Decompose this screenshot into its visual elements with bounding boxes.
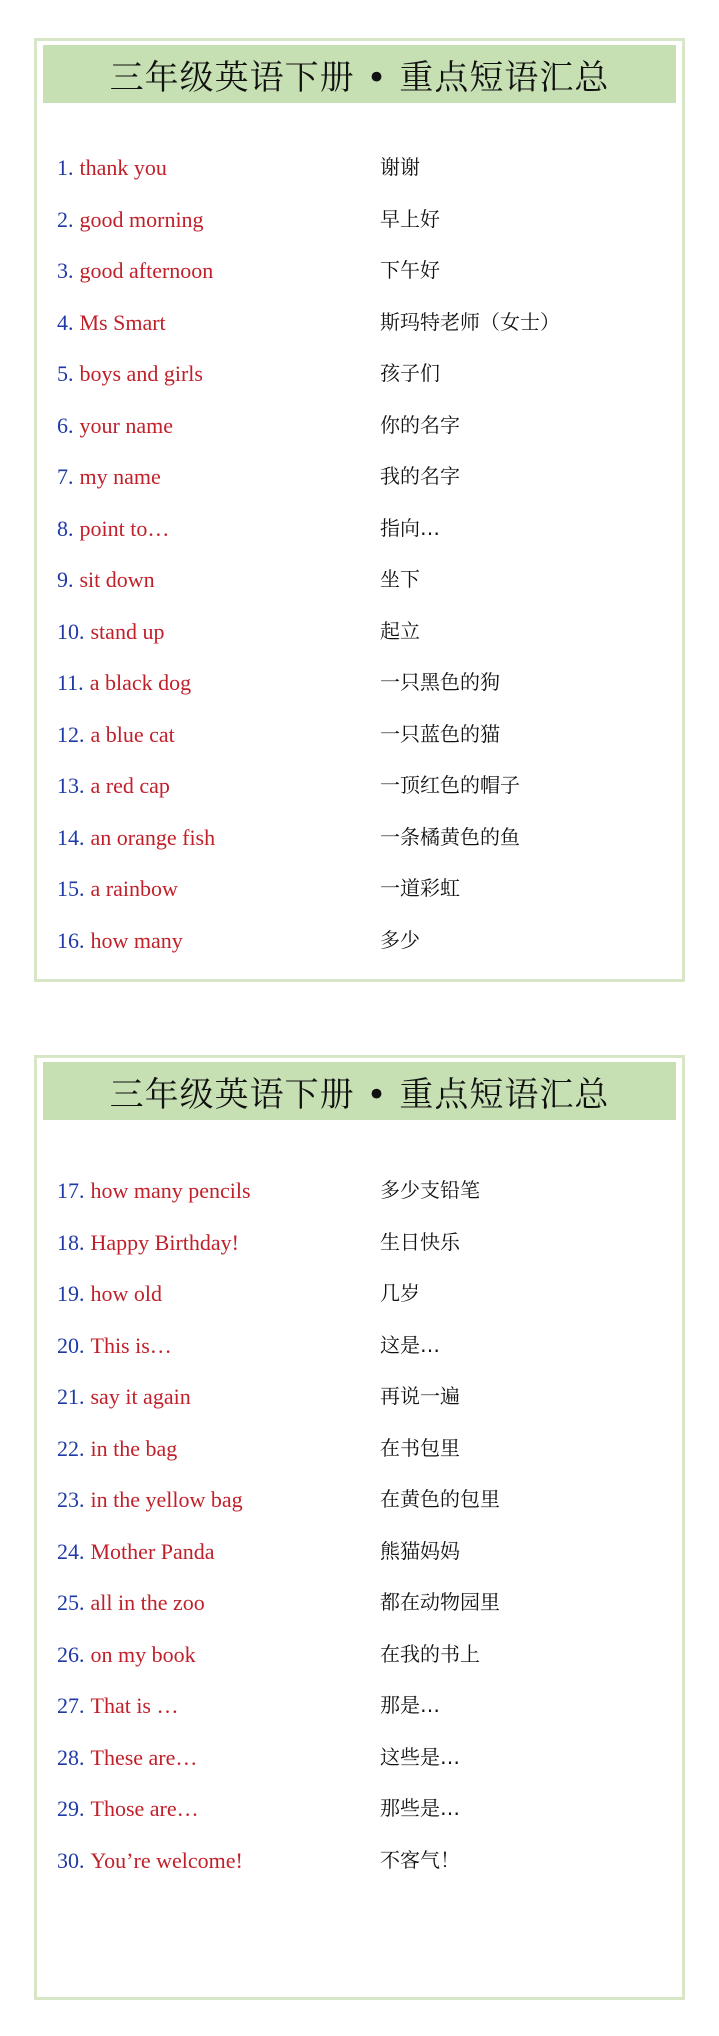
phrase-chinese: 一道彩虹 (380, 876, 460, 900)
phrase-number: 29. (57, 1796, 85, 1821)
phrase-english: good morning (79, 206, 204, 232)
phrase-row (57, 760, 672, 812)
phrase-number: 8. (57, 515, 74, 541)
phrase-chinese: 起立 (380, 618, 420, 643)
phrase-english: Those are… (90, 1796, 199, 1821)
phrase-english: a rainbow (90, 876, 178, 901)
phrase-chinese: 指向… (380, 515, 440, 540)
phrase-row (57, 863, 672, 915)
phrase-number: 19. (57, 1281, 85, 1306)
phrase-number: 4. (57, 309, 74, 335)
phrase-row (57, 1217, 672, 1269)
phrase-number: 25. (57, 1590, 85, 1615)
phrase-chinese: 生日快乐 (380, 1229, 460, 1254)
phrase-row (57, 400, 672, 452)
phrase-number: 12. (57, 721, 85, 747)
phrase-english: This is… (90, 1332, 172, 1358)
phrase-chinese: 熊猫妈妈 (380, 1538, 460, 1563)
phrase-row (57, 1783, 672, 1835)
phrase-number: 26. (57, 1641, 85, 1667)
phrase-number: 15. (57, 876, 85, 901)
phrase-number: 21. (57, 1384, 85, 1409)
phrase-english: in the bag (90, 1435, 178, 1461)
phrase-english: a blue cat (90, 721, 175, 747)
phrase-row (57, 1732, 672, 1784)
phrase-english: Mother Panda (90, 1538, 215, 1564)
phrase-english: on my book (90, 1641, 196, 1667)
phrase-row (57, 348, 672, 400)
phrase-english: thank you (79, 155, 167, 180)
phrase-page-1 (34, 38, 685, 982)
phrase-english: You’re welcome! (90, 1847, 243, 1873)
phrase-row (57, 1268, 672, 1320)
page-title: 三年级英语下册 • 重点短语汇总 (43, 1062, 676, 1120)
phrase-english: These are… (90, 1744, 198, 1770)
phrase-english: how many pencils (90, 1178, 251, 1203)
phrase-number: 18. (57, 1229, 85, 1255)
phrase-chinese: 下午好 (380, 258, 440, 282)
phrase-number: 1. (57, 155, 74, 180)
phrase-number: 22. (57, 1435, 85, 1461)
phrase-row (57, 194, 672, 246)
phrase-number: 7. (57, 464, 74, 489)
phrase-row (57, 297, 672, 349)
phrase-row (57, 657, 672, 709)
phrase-chinese: 那些是… (380, 1796, 460, 1820)
phrase-number: 28. (57, 1744, 85, 1770)
phrase-english: good afternoon (79, 258, 214, 283)
phrase-english: Ms Smart (79, 309, 166, 335)
phrase-english: in the yellow bag (90, 1487, 243, 1512)
phrase-english: how many (90, 927, 183, 953)
phrase-english: an orange fish (90, 824, 216, 850)
phrase-row (57, 606, 672, 658)
phrase-chinese: 一只蓝色的猫 (380, 721, 500, 746)
phrase-number: 10. (57, 618, 85, 644)
phrase-number: 5. (57, 361, 74, 386)
phrase-row (57, 1680, 672, 1732)
phrase-row (57, 142, 672, 194)
phrase-row (57, 1165, 672, 1217)
phrase-chinese: 在我的书上 (380, 1641, 480, 1666)
phrase-english: That is … (90, 1693, 179, 1718)
phrase-chinese: 那是… (380, 1693, 440, 1717)
phrase-chinese: 我的名字 (380, 464, 460, 488)
phrase-row (57, 1577, 672, 1629)
phrase-english: point to… (79, 515, 170, 541)
phrase-english: my name (79, 464, 161, 489)
phrase-number: 30. (57, 1847, 85, 1873)
phrase-number: 6. (57, 412, 74, 438)
phrase-number: 11. (57, 670, 84, 695)
phrase-chinese: 多少 (380, 927, 420, 952)
phrase-list (57, 142, 672, 966)
phrase-row (57, 451, 672, 503)
phrase-number: 23. (57, 1487, 85, 1512)
phrase-number: 20. (57, 1332, 85, 1358)
phrase-chinese: 几岁 (380, 1281, 420, 1305)
phrase-row (57, 554, 672, 606)
phrase-chinese: 一条橘黄色的鱼 (380, 824, 520, 849)
phrase-chinese: 在书包里 (380, 1435, 460, 1460)
phrase-chinese: 这是… (380, 1332, 440, 1357)
phrase-number: 2. (57, 206, 74, 232)
phrase-english: boys and girls (79, 361, 203, 386)
phrase-chinese: 斯玛特老师（女士） (380, 309, 560, 334)
phrase-chinese: 谢谢 (380, 155, 420, 179)
phrase-number: 3. (57, 258, 74, 283)
phrase-row (57, 915, 672, 967)
phrase-english: Happy Birthday! (90, 1229, 239, 1255)
phrase-english: sit down (79, 567, 155, 592)
phrase-chinese: 都在动物园里 (380, 1590, 500, 1614)
page-title: 三年级英语下册 • 重点短语汇总 (43, 45, 676, 103)
phrase-number: 14. (57, 824, 85, 850)
phrase-chinese: 你的名字 (380, 412, 460, 437)
phrase-row (57, 1474, 672, 1526)
phrase-chinese: 多少支铅笔 (380, 1178, 480, 1202)
phrase-chinese: 这些是… (380, 1744, 460, 1769)
phrase-chinese: 一顶红色的帽子 (380, 773, 520, 797)
phrase-chinese: 一只黑色的狗 (380, 670, 500, 694)
phrase-chinese: 再说一遍 (380, 1384, 460, 1408)
phrase-chinese: 孩子们 (380, 361, 440, 385)
phrase-number: 17. (57, 1178, 85, 1203)
phrase-number: 27. (57, 1693, 85, 1718)
phrase-english: a red cap (90, 773, 170, 798)
phrase-row (57, 1835, 672, 1887)
phrase-english: all in the zoo (90, 1590, 205, 1615)
phrase-row (57, 1371, 672, 1423)
phrase-english: stand up (90, 618, 165, 644)
phrase-list (57, 1165, 672, 1886)
phrase-english: a black dog (89, 670, 192, 695)
phrase-row (57, 245, 672, 297)
phrase-number: 9. (57, 567, 74, 592)
phrase-english: say it again (90, 1384, 191, 1409)
phrase-row (57, 503, 672, 555)
phrase-chinese: 在黄色的包里 (380, 1487, 500, 1511)
phrase-row (57, 1629, 672, 1681)
phrase-row (57, 812, 672, 864)
phrase-chinese: 早上好 (380, 206, 440, 231)
phrase-english: how old (90, 1281, 162, 1306)
phrase-row (57, 709, 672, 761)
phrase-page-2 (34, 1055, 685, 2000)
phrase-number: 24. (57, 1538, 85, 1564)
phrase-row (57, 1526, 672, 1578)
phrase-number: 16. (57, 927, 85, 953)
phrase-number: 13. (57, 773, 85, 798)
phrase-chinese: 不客气！ (380, 1847, 460, 1872)
phrase-row (57, 1423, 672, 1475)
phrase-row (57, 1320, 672, 1372)
phrase-chinese: 坐下 (380, 567, 420, 591)
phrase-english: your name (79, 412, 173, 438)
